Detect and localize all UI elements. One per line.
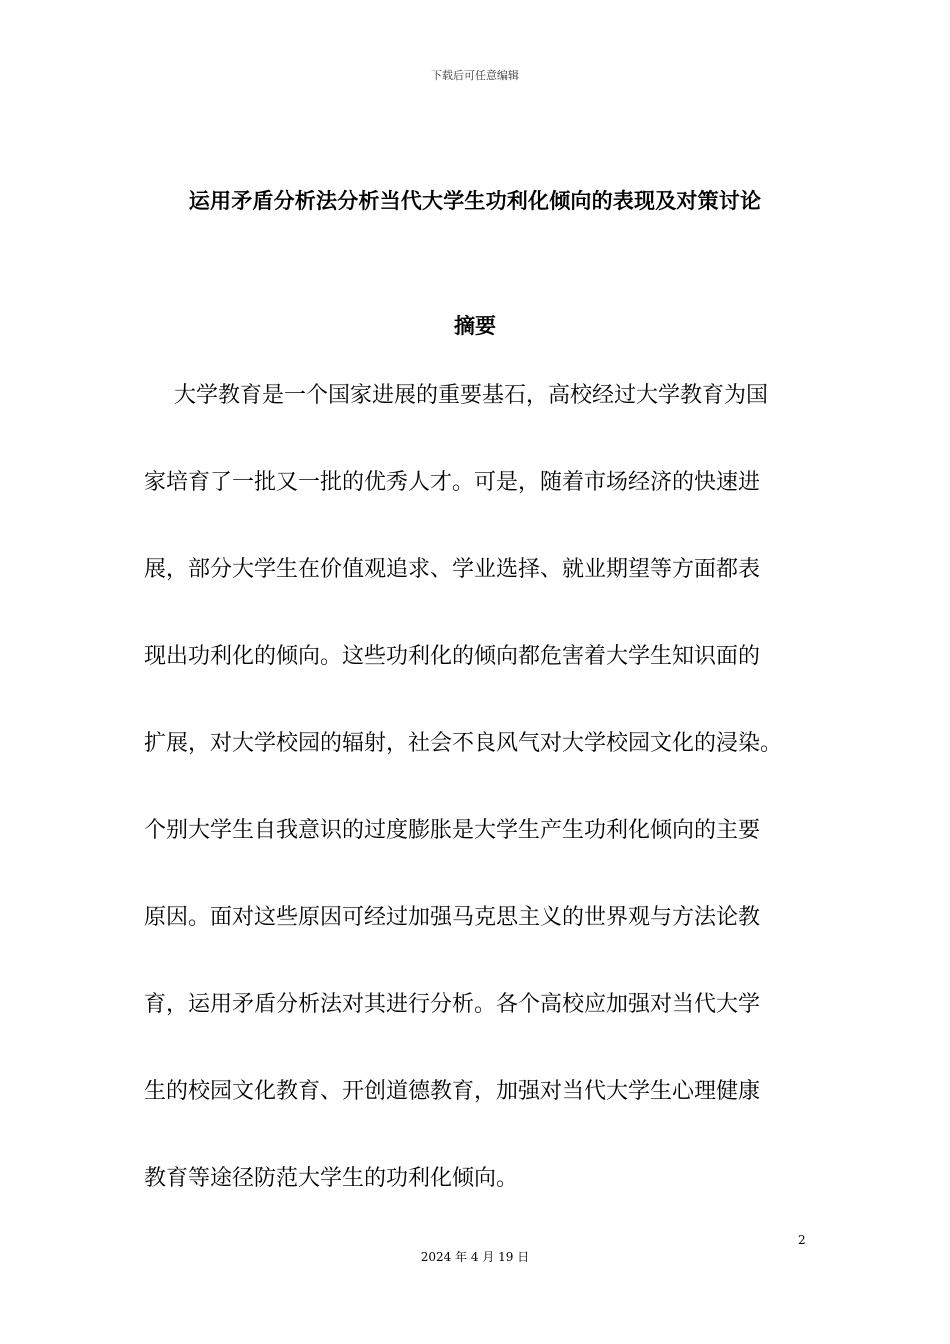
abstract-line: 大学教育是一个国家进展的重要基石，高校经过大学教育为国 — [174, 383, 769, 408]
header-note: 下载后可任意编辑 — [431, 69, 519, 82]
abstract-line: 扩展，对大学校园的辐射，社会不良风气对大学校园文化的浸染。 — [144, 731, 783, 756]
document-title: 运用矛盾分析法分析当代大学生功利化倾向的表现及对策讨论 — [188, 189, 762, 213]
page-number: 2 — [798, 1233, 806, 1247]
abstract-line: 现出功利化的倾向。这些功利化的倾向都危害着大学生知识面的 — [144, 644, 761, 669]
abstract-heading: 摘要 — [454, 314, 496, 338]
abstract-line: 教育等途径防范大学生的功利化倾向。 — [144, 1166, 519, 1191]
abstract-line: 生的校园文化教育、开创道德教育，加强对当代大学生心理健康 — [144, 1079, 761, 1104]
abstract-line: 个别大学生自我意识的过度膨胀是大学生产生功利化倾向的主要 — [144, 818, 761, 843]
abstract-line: 原因。面对这些原因可经过加强马克思主义的世界观与方法论教 — [144, 905, 761, 930]
abstract-line: 育，运用矛盾分析法对其进行分析。各个高校应加强对当代大学 — [144, 992, 761, 1017]
abstract-body — [144, 380, 844, 1250]
footer-date: 2024 年 4 月 19 日 — [420, 1250, 530, 1264]
abstract-line: 家培育了一批又一批的优秀人才。可是，随着市场经济的快速进 — [144, 470, 761, 495]
abstract-line: 展，部分大学生在价值观追求、学业选择、就业期望等方面都表 — [144, 557, 761, 582]
